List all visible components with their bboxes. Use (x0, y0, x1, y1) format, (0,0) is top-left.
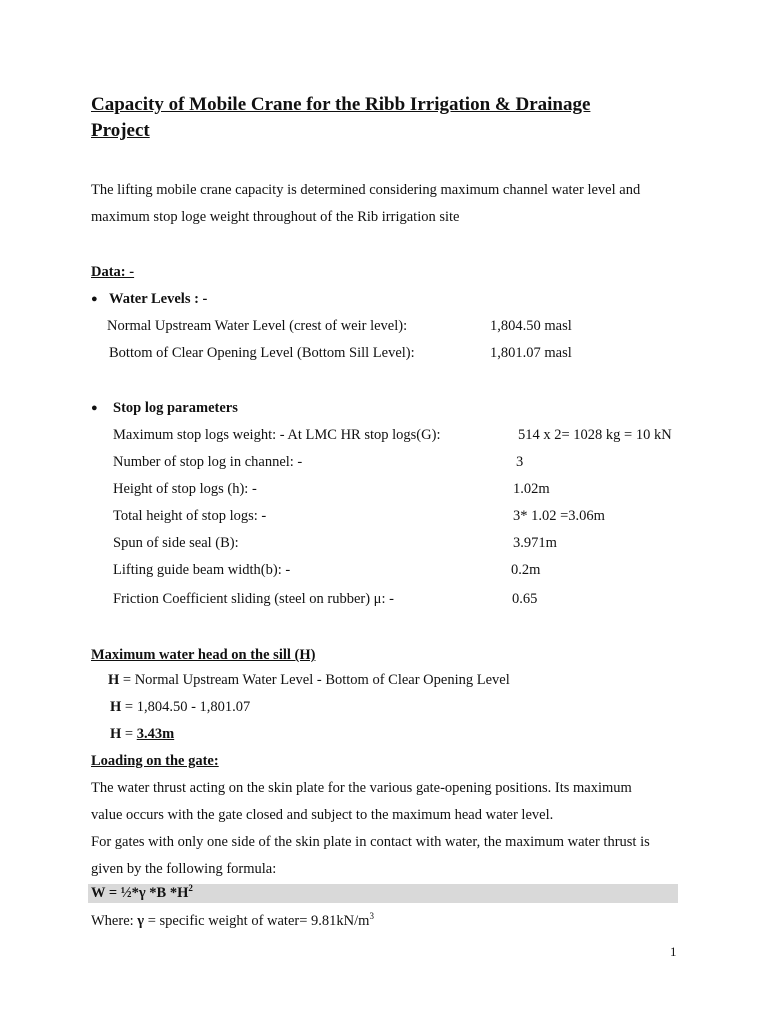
loading-heading: Loading on the gate: (91, 753, 219, 769)
water-head-heading: Maximum water head on the sill (H) (91, 647, 316, 663)
where-prefix: Where: (91, 913, 138, 929)
head-equation-text: = Normal Upstream Water Level - Bottom of Clear Opening Level (119, 672, 510, 688)
water-level-label: Bottom of Clear Opening Level (Bottom Sill Level): (109, 345, 415, 361)
stop-log-label: Number of stop log in channel: - (113, 454, 303, 470)
stop-log-value: 3* 1.02 =3.06m (513, 508, 605, 524)
head-equation-1 (108, 672, 510, 689)
stop-log-label: Height of stop logs (h): - (113, 481, 257, 497)
data-heading: Data: - (91, 264, 135, 280)
bullet-icon: ● (91, 293, 98, 305)
stop-log-label: Friction Coefficient sliding (steel on rubber) μ: - (113, 591, 394, 607)
head-equation-text: = (121, 726, 137, 742)
intro-line-1: The lifting mobile crane capacity is determined considering maximum channel water level and (91, 182, 641, 198)
stop-log-value: 1.02m (513, 481, 550, 497)
water-level-value: 1,801.07 masl (490, 345, 572, 361)
stop-log-heading: Stop log parameters (113, 400, 238, 416)
intro-line-2: maximum stop loge weight throughout of the Rib irrigation site (91, 209, 460, 225)
water-level-value: 1,804.50 masl (490, 318, 572, 334)
document-title-line1: Capacity of Mobile Crane for the Ribb Irrigation & Drainage (91, 94, 591, 115)
stop-log-value: 3 (516, 454, 524, 470)
thrust-formula (91, 885, 193, 902)
head-variable: H (110, 726, 122, 742)
formula-exponent: 2 (188, 883, 193, 894)
stop-log-value: 514 x 2= 1028 kg = 10 kN (518, 427, 672, 443)
water-levels-heading: Water Levels : - (109, 291, 208, 307)
formula-text: W = ½*γ *B *H (91, 885, 189, 901)
gamma-symbol: γ (137, 913, 145, 929)
bullet-icon: ● (91, 402, 98, 414)
stop-log-value: 0.65 (512, 591, 538, 607)
where-line (91, 913, 374, 930)
head-equation-2 (110, 699, 250, 716)
document-title-line2: Project (91, 120, 150, 141)
loading-para2-line1: For gates with only one side of the skin plate in contact with water, the maximum water thrust is (91, 834, 650, 850)
stop-log-label: Maximum stop logs weight: - At LMC HR stop logs(G): (113, 427, 441, 443)
head-result: 3.43m (136, 726, 175, 742)
stop-log-value: 3.971m (513, 535, 557, 551)
stop-log-value: 0.2m (511, 562, 541, 578)
where-text: = specific weight of water= 9.81kN/m (144, 913, 370, 929)
head-variable: H (108, 672, 120, 688)
page-number: 1 (670, 944, 677, 959)
stop-log-label: Total height of stop logs: - (113, 508, 267, 524)
water-level-label: Normal Upstream Water Level (crest of weir level): (107, 318, 408, 334)
head-equation-text: = 1,804.50 - 1,801.07 (121, 699, 251, 715)
head-equation-3 (110, 726, 174, 743)
stop-log-label: Lifting guide beam width(b): - (113, 562, 291, 578)
where-exponent: 3 (369, 911, 374, 922)
loading-para1-line1: The water thrust acting on the skin plate for the various gate-opening positions. Its maximum (91, 780, 632, 796)
head-variable: H (110, 699, 122, 715)
loading-para1-line2: value occurs with the gate closed and subject to the maximum head water level. (91, 807, 554, 823)
loading-para2-line2: given by the following formula: (91, 861, 277, 877)
stop-log-label: Spun of side seal (B): (113, 535, 239, 551)
